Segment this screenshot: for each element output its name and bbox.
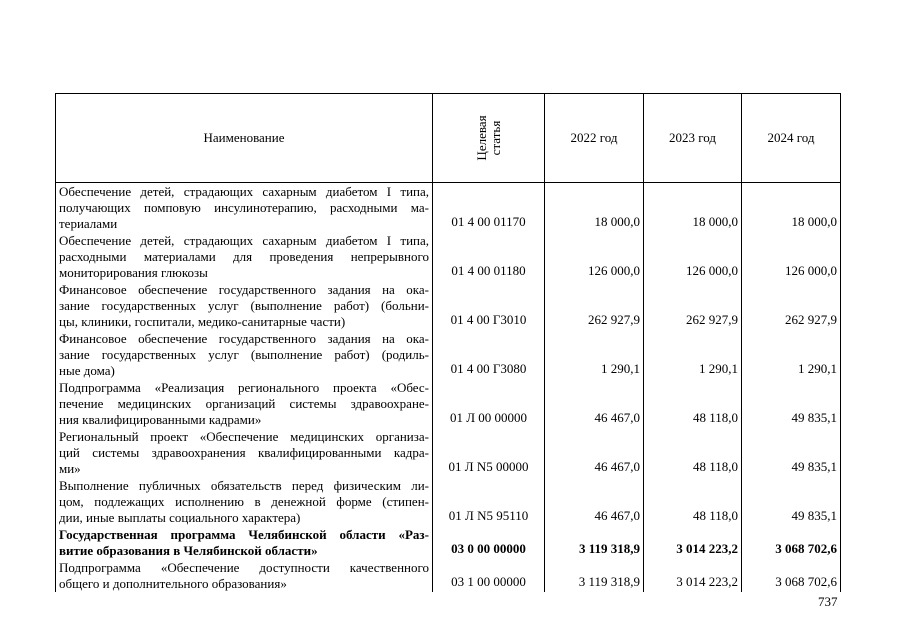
header-year-2024: 2024 год <box>742 94 841 183</box>
row-name-line: Обеспечение детей, страдающих сахарным диабетом I типа, <box>59 184 429 199</box>
table-body <box>56 183 841 593</box>
row-name-line: ми» <box>59 461 81 476</box>
row-value-2023: 126 000,0 <box>644 232 742 281</box>
row-name-line: Обеспечение детей, страдающих сахарным диабетом I типа, <box>59 233 429 248</box>
row-code: 01 4 00 01170 <box>433 183 545 233</box>
table-row <box>56 477 841 526</box>
row-name <box>56 232 433 281</box>
row-name-line: расходными материалами для проведения непрерывного <box>59 249 429 264</box>
row-value-2024: 126 000,0 <box>742 232 841 281</box>
row-value-2024: 49 835,1 <box>742 428 841 477</box>
row-name-line: мониторирования глюкозы <box>59 265 208 280</box>
row-code: 03 1 00 00000 <box>433 559 545 592</box>
row-name-line: ций системы здравоохранения квалифицированными кадра- <box>59 445 429 460</box>
row-name-line: Финансовое обеспечение государственного задания на ока- <box>59 282 429 297</box>
row-value-2022: 3 119 318,9 <box>545 559 644 592</box>
table-row <box>56 526 841 559</box>
row-name <box>56 477 433 526</box>
row-name <box>56 379 433 428</box>
row-name-line: дии, иные выплаты социального характера) <box>59 510 301 525</box>
row-name-line: зание государственных услуг (выполнение работ) (больни- <box>59 298 429 313</box>
row-value-2023: 3 014 223,2 <box>644 526 742 559</box>
table-row <box>56 281 841 330</box>
row-code: 01 4 00 Г3010 <box>433 281 545 330</box>
row-name-line: получающих помповую инсулинотерапию, расходными ма- <box>59 200 429 215</box>
row-value-2022: 1 290,1 <box>545 330 644 379</box>
row-value-2023: 48 118,0 <box>644 477 742 526</box>
row-name <box>56 559 433 592</box>
row-name-line: Региональный проект «Обеспечение медицинских организа- <box>59 429 429 444</box>
row-name-line: печение медицинских организаций системы здравоохране- <box>59 396 429 411</box>
header-year-2023: 2023 год <box>644 94 742 183</box>
header-target-line2: статья <box>487 120 503 156</box>
row-name-line: Выполнение публичных обязательств перед физическим ли- <box>59 478 429 493</box>
row-name-line: Подпрограмма «Обеспечение доступности качественного <box>59 560 429 575</box>
row-name-line: териалами <box>59 216 118 231</box>
header-target-line1: Целевая <box>473 115 489 161</box>
row-value-2023: 262 927,9 <box>644 281 742 330</box>
table-row <box>56 183 841 233</box>
table-row <box>56 330 841 379</box>
header-name: Наименование <box>56 94 433 183</box>
row-value-2023: 18 000,0 <box>644 183 742 233</box>
row-code: 01 4 00 Г3080 <box>433 330 545 379</box>
row-name-line: зание государственных услуг (выполнение работ) (родиль- <box>59 347 429 362</box>
row-name-line: Подпрограмма «Реализация регионального проекта «Обес- <box>59 380 429 395</box>
row-code: 01 Л 00 00000 <box>433 379 545 428</box>
row-name-line: ные дома) <box>59 363 115 378</box>
row-name-line: витие образования в Челябинской области» <box>59 543 318 558</box>
row-value-2022: 46 467,0 <box>545 477 644 526</box>
row-value-2023: 3 014 223,2 <box>644 559 742 592</box>
row-value-2022: 3 119 318,9 <box>545 526 644 559</box>
table-row <box>56 379 841 428</box>
table-row <box>56 232 841 281</box>
row-name <box>56 428 433 477</box>
row-value-2024: 262 927,9 <box>742 281 841 330</box>
row-name <box>56 330 433 379</box>
row-name-line: Государственная программа Челябинской области «Раз- <box>59 527 429 542</box>
row-name-line: ния квалифицированными кадрами» <box>59 412 262 427</box>
row-value-2024: 49 835,1 <box>742 477 841 526</box>
row-name <box>56 281 433 330</box>
page-number: 737 <box>818 594 838 609</box>
row-value-2022: 18 000,0 <box>545 183 644 233</box>
row-name <box>56 183 433 233</box>
row-value-2024: 18 000,0 <box>742 183 841 233</box>
row-code: 03 0 00 00000 <box>433 526 545 559</box>
row-name <box>56 526 433 559</box>
row-code: 01 4 00 01180 <box>433 232 545 281</box>
row-value-2022: 46 467,0 <box>545 379 644 428</box>
budget-table <box>55 93 841 592</box>
row-value-2023: 1 290,1 <box>644 330 742 379</box>
row-value-2022: 262 927,9 <box>545 281 644 330</box>
row-name-line: общего и дополнительного образования» <box>59 576 287 591</box>
row-value-2024: 1 290,1 <box>742 330 841 379</box>
table-row <box>56 559 841 592</box>
row-name-line: цы, клиники, госпитали, медико-санитарные части) <box>59 314 346 329</box>
row-name-line: Финансовое обеспечение государственного задания на ока- <box>59 331 429 346</box>
row-name-line: цом, подлежащих исполнению в денежной форме (стипен- <box>59 494 429 509</box>
row-value-2022: 46 467,0 <box>545 428 644 477</box>
row-value-2024: 3 068 702,6 <box>742 559 841 592</box>
row-value-2023: 48 118,0 <box>644 428 742 477</box>
row-value-2022: 126 000,0 <box>545 232 644 281</box>
row-code: 01 Л N5 00000 <box>433 428 545 477</box>
table-row <box>56 428 841 477</box>
row-value-2024: 3 068 702,6 <box>742 526 841 559</box>
header-year-2022: 2022 год <box>545 94 644 183</box>
row-value-2023: 48 118,0 <box>644 379 742 428</box>
row-code: 01 Л N5 95110 <box>433 477 545 526</box>
budget-table-container <box>55 93 840 591</box>
header-target-article <box>433 94 545 183</box>
row-value-2024: 49 835,1 <box>742 379 841 428</box>
table-header <box>56 94 841 183</box>
